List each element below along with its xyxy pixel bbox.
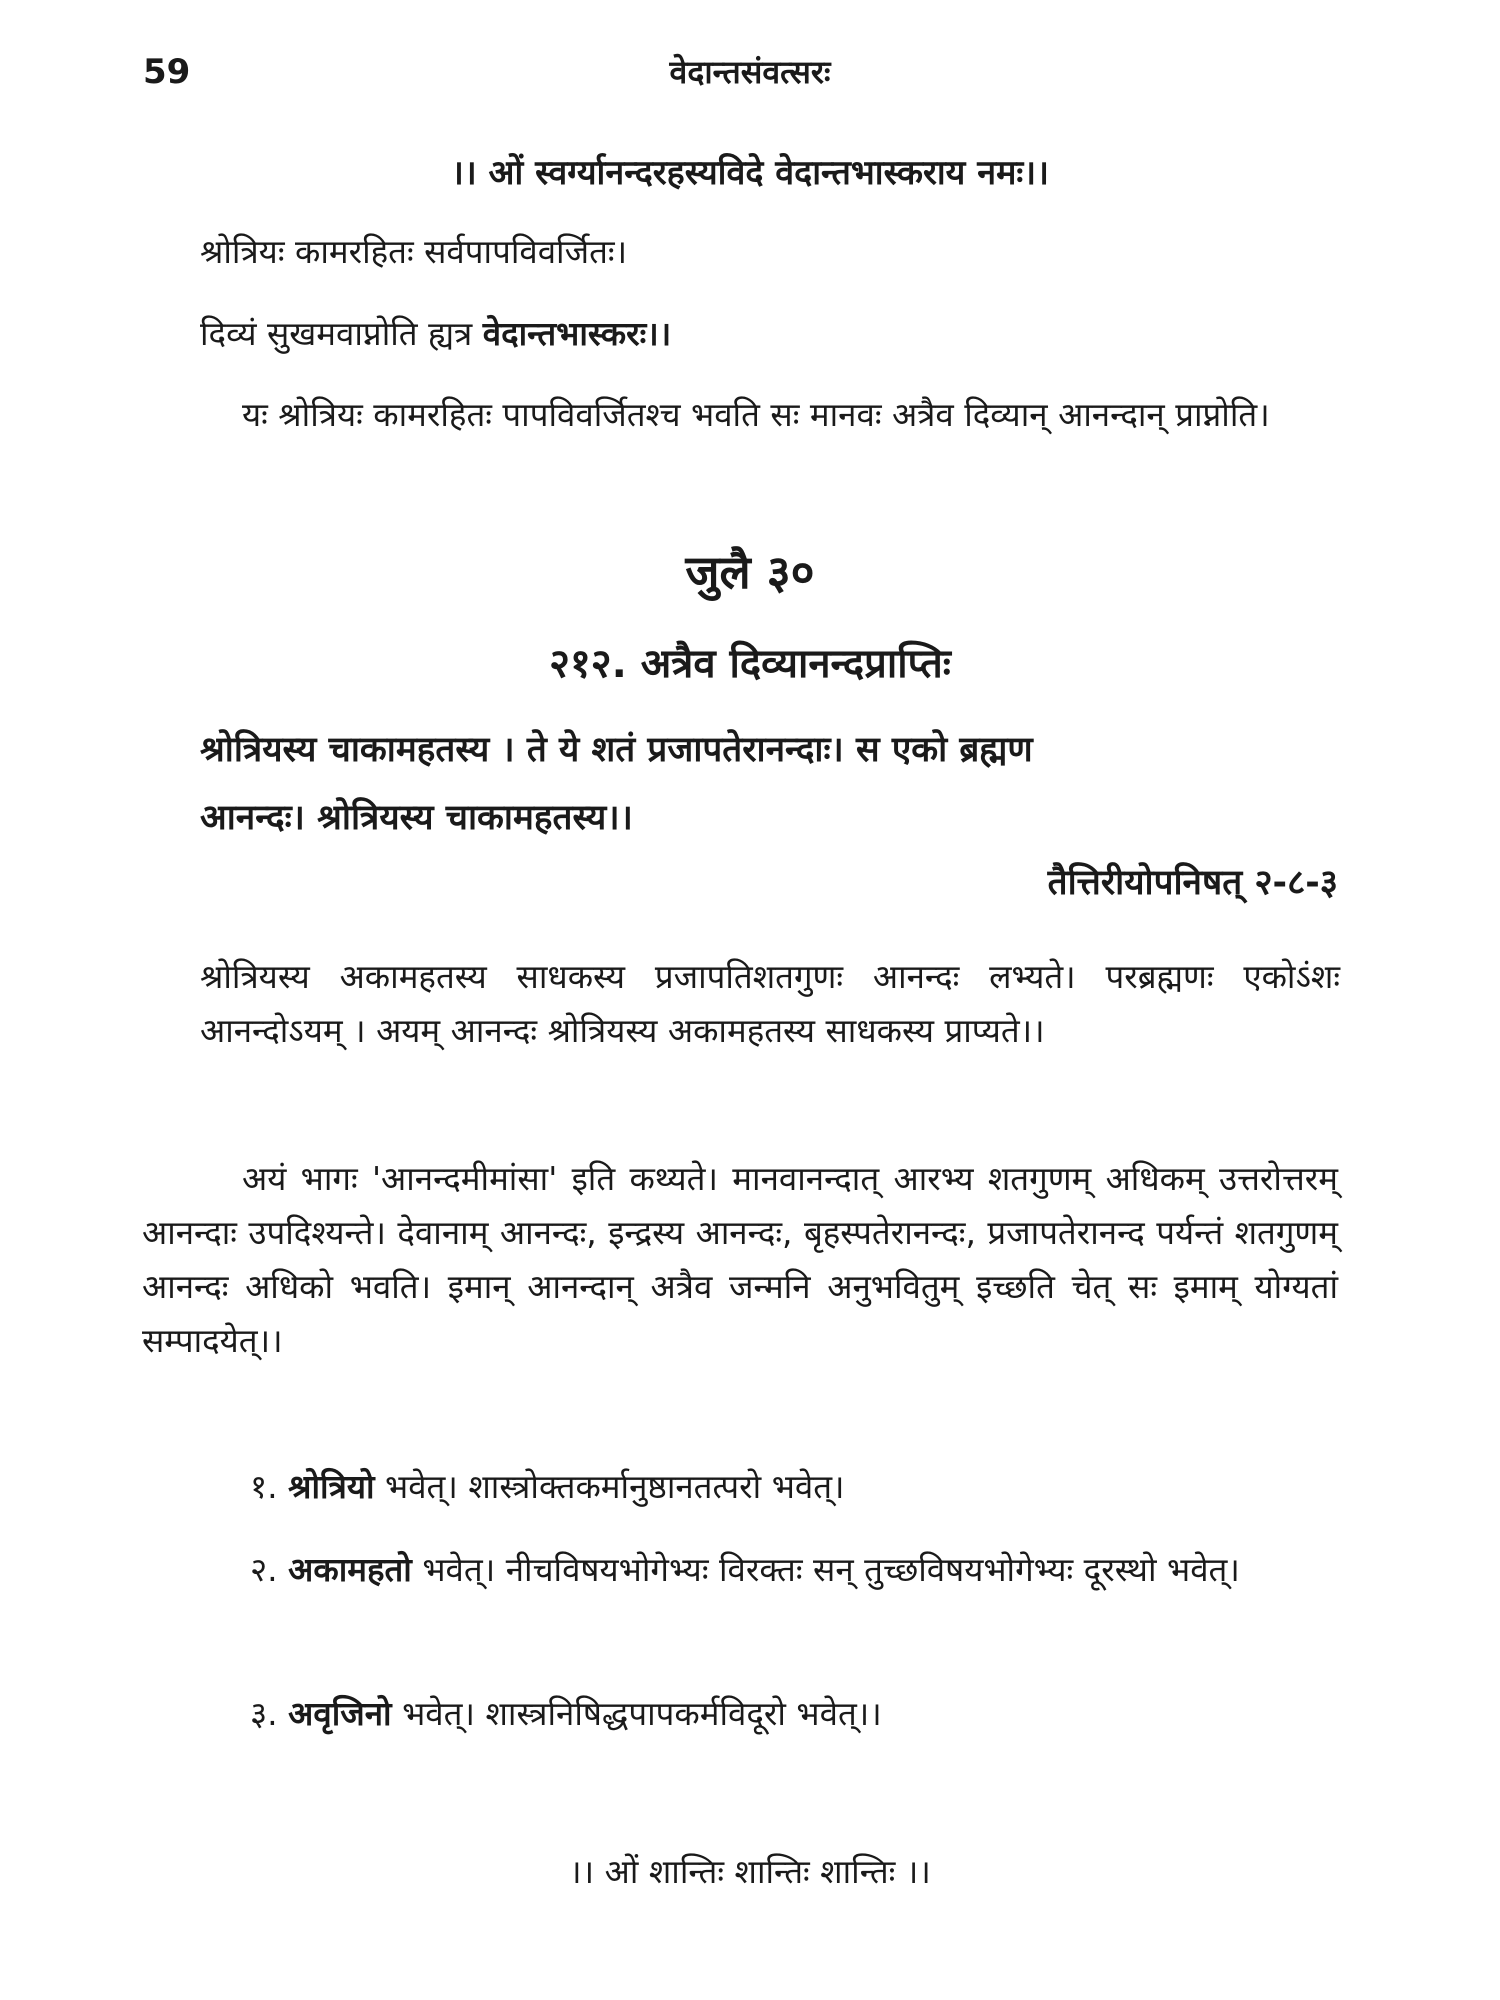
commentary-paragraph-1: यः श्रोत्रियः कामरहितः पापविवर्जितश्च भवति सः मानवः अत्रैव दिव्यान् आनन्दान् प्राप्नोति। [242,395,1270,434]
list-item-number: २. [250,1550,289,1589]
list-item [250,1687,1340,1741]
invocation: ।। ओं स्वर्ग्यानन्दरहस्यविदे वेदान्तभास्कराय नमः।। [450,153,1050,193]
list-item-text: भवेत्। शास्त्रनिषिद्धपापकर्मविदूरो भवेत्।। [391,1694,882,1733]
date-heading: जुलै ३० [685,545,815,599]
sloka-line-2-bold: वेदान्तभास्करः [482,314,647,353]
list-item-term: श्रोत्रियो [288,1467,375,1506]
list-item-number: ३. [250,1694,289,1733]
verse-line-1: श्रोत्रियस्य चाकामहतस्य । ते ये शतं प्रजापतेरानन्दाः। स एको ब्रह्मण [200,730,1033,770]
verse-line-2: आनन्दः। श्रोत्रियस्य चाकामहतस्य।। [200,798,633,838]
citation: तैत्तिरीयोपनिषत् २-८-३ [1047,863,1338,903]
list-item [142,1543,1338,1597]
list-item-term: अकामहतो [288,1550,412,1589]
sloka-line-2-end: ।। [646,314,672,353]
section-heading: २१२. अत्रैव दिव्यानन्दप्राप्तिः [549,641,951,687]
page-number: 59 [143,52,191,92]
list-item-term: अवृजिनो [288,1694,392,1733]
running-title: वेदान्तसंवत्सरः [669,53,831,91]
closing-invocation: ।। ओं शान्तिः शान्तिः शान्तिः ।। [569,1852,931,1891]
commentary-paragraph-3: अयं भागः 'आनन्दमीमांसा' इति कथ्यते। मानवानन्दात् आरभ्य शतगुणम् अधिकम् उत्तरोत्तरम् आनन्दाः उपदिश्यन्ते। देवानाम् आनन्दः, इन्द्रस्य आनन्दः, बृहस्पतेरानन्दः, प्रजापतेरानन्द पर्यन्तं शतगुणम् आनन्दः अधिको भवति। इमान् आनन्दान् अत्रैव जन्मनि अनुभवितुम् इच्छति चेत् सः इमाम् योग्यतां सम्पादयेत्।। [142,1159,1338,1360]
sloka-line-2 [200,310,671,355]
list-item-text: भवेत्। नीचविषयभोगेभ्यः विरक्तः सन् तुच्छविषयभोगेभ्यः दूरस्थो भवेत्। [411,1550,1240,1589]
commentary-paragraph-2: श्रोत्रियस्य अकामहतस्य साधकस्य प्रजापतिशतगुणः आनन्दः लभ्यते। परब्रह्मणः एकोऽंशः आनन्दोऽयम् । अयम् आनन्दः श्रोत्रियस्य अकामहतस्य साधकस्य प्राप्यते।। [200,957,1340,1050]
sloka-line-2-text: दिव्यं सुखमवाप्नोति ह्यत्र [200,314,483,353]
list-item [250,1460,1340,1514]
list-item-text: भवेत्। शास्त्रोक्तकर्मानुष्ठानतत्परो भवेत्। [374,1467,845,1506]
sloka-line-1: श्रोत्रियः कामरहितः सर्वपापविवर्जितः। [200,232,628,271]
list-item-number: १. [250,1467,289,1506]
